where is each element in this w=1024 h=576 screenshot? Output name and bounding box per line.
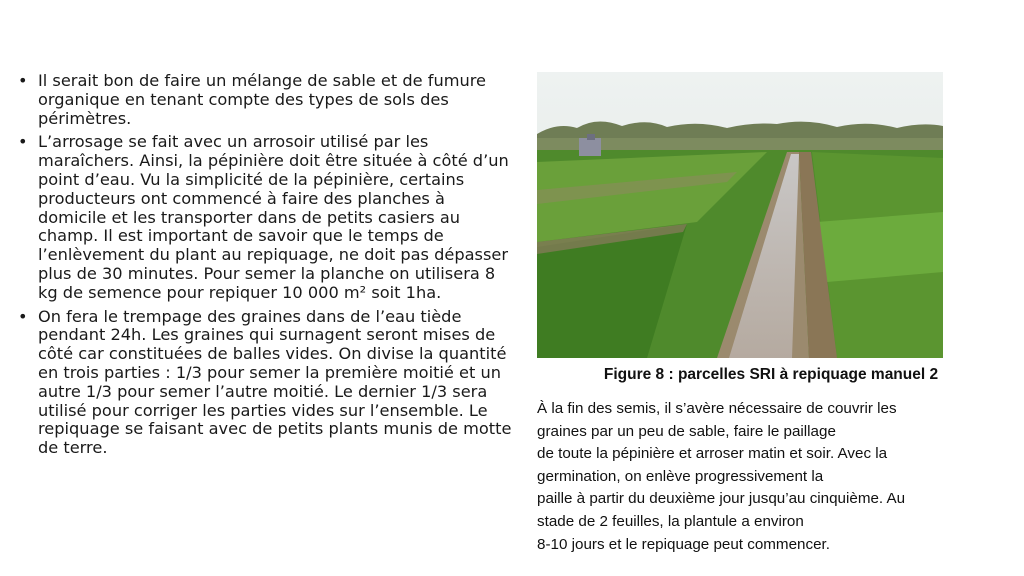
bullet-list (18, 72, 518, 463)
paragraph-line: paille à partir du deuxième jour jusqu’au cinquième. Au (537, 490, 906, 508)
paragraph-line: stade de 2 feuilles, la plantule a environ (537, 512, 804, 530)
paragraph-line: À la fin des semis, il s’avère nécessaire de couvrir les (537, 400, 897, 417)
bullet-item (18, 133, 518, 302)
rice-field-illustration (537, 72, 943, 358)
bullet-text: L’arrosage se fait avec un arrosoir utilisé par les maraîchers. Ainsi, la pépinière doit être située à côté d’un point d’eau. Vu la simplicité de la pépinière, certains producteurs ont commencé à faire des planches à domicile et les transporter dans de petits casiers au champ. Il est important de savoir que le temps de l’enlèvement du plant au repiquage, ne doit pas dépasser plus de 30 minutes. Pour semer la planche on utilisera 8 kg de semence pour repiquer 10 000 m² soit 1ha. (38, 132, 509, 302)
paragraph-line: germination, on enlève progressivement la (537, 467, 824, 485)
bullet-dot: • (18, 306, 28, 326)
paragraph-line: de toute la pépinière et arroser matin et soir. Avec la (537, 445, 888, 463)
body-paragraph (537, 398, 1017, 556)
rice-field-photo (537, 72, 943, 358)
bullet-text: Il serait bon de faire un mélange de sable et de fumure organique en tenant compte des types de sols des périmètres. (38, 71, 486, 128)
paragraph-line: 8-10 jours et le repiquage peut commencer. (537, 535, 830, 553)
paragraph-line: graines par un peu de sable, faire le paillage (537, 422, 836, 440)
bullet-item (18, 72, 518, 128)
bullet-text: On fera le trempage des graines dans de l’eau tiède pendant 24h. Les graines qui surnagent seront mises de côté car constituées de balles vides. On divise la quantité en trois parties : 1/3 pour semer la première moitié et un autre 1/3 pour semer l’autre moitié. Le dernier 1/3 sera utilisé pour corriger les parties vides sur l’ensemble. Le repiquage se faisant avec de petits plants munis de motte de terre. (38, 306, 512, 458)
bullet-dot: • (18, 71, 28, 90)
bullet-dot: • (18, 132, 28, 152)
bullet-item (18, 308, 518, 458)
figure-caption: Figure 8 : parcelles SRI à repiquage manuel 2 (603, 366, 939, 383)
